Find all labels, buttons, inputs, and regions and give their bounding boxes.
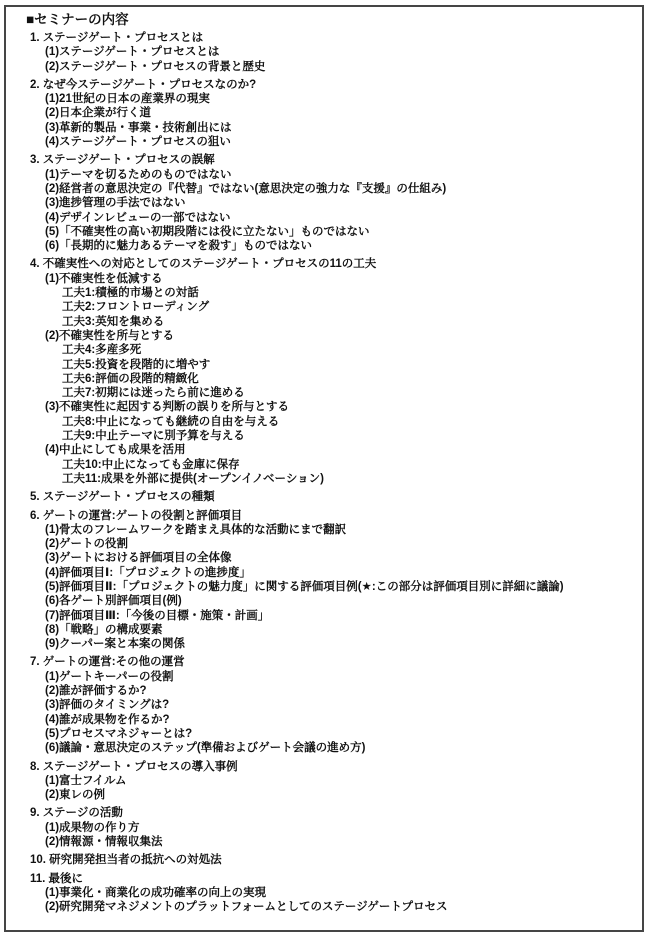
outline-item: (1)テーマを切るためのものではない <box>45 168 232 181</box>
outline-section-8 <box>6 760 634 803</box>
outline-item: (9)クーパー案と本案の関係 <box>45 638 185 651</box>
page-title: ■セミナーの内容 <box>26 12 129 27</box>
outline-section-6 <box>6 509 634 652</box>
outline-item: (1)21世紀の日本の産業界の現実 <box>45 93 210 106</box>
outline-item: (8)「戦略」の構成要素 <box>45 623 163 636</box>
outline-item: (5)プロセスマネジャーとは? <box>45 727 193 740</box>
outline-item: (1)ゲートキーパーの役割 <box>45 670 174 683</box>
outline-item: (4)デザインレビューの一部ではない <box>45 211 231 224</box>
section-heading: 11. 最後に <box>30 872 84 885</box>
outline-detail-item: 工夫3:英知を集める <box>62 315 165 328</box>
section-heading: 3. ステージゲート・プロセスの誤解 <box>30 154 215 167</box>
outline <box>6 31 634 915</box>
outline-detail-item: 工夫7:初期には迷ったら前に進める <box>62 387 245 400</box>
outline-item: (7)評価項目Ⅲ:「今後の目標・施策・計画」 <box>45 609 270 622</box>
outline-section-5 <box>6 490 634 504</box>
outline-item: (2)研究開発マネジメントのプラットフォームとしてのステージゲートプロセス <box>45 901 448 914</box>
outline-item: (5)「不確実性の高い初期段階には役に立たない」ものではない <box>45 225 370 238</box>
outline-item: (2)不確実性を所与とする <box>45 329 175 342</box>
outline-section-9 <box>6 806 634 849</box>
outline-item: (6)「長期的に魅力あるテーマを殺す」ものではない <box>45 240 313 253</box>
page-border-frame <box>4 5 644 932</box>
outline-item: (3)不確実性に起因する判断の誤りを所与とする <box>45 401 290 414</box>
section-heading: 6. ゲートの運営:ゲートの役割と評価項目 <box>30 509 243 522</box>
outline-item: (2)日本企業が行く道 <box>45 107 152 120</box>
outline-section-2 <box>6 78 634 149</box>
outline-section-7 <box>6 655 634 755</box>
outline-item: (1)不確実性を低減する <box>45 272 163 285</box>
outline-item: (3)進捗管理の手法ではない <box>45 197 186 210</box>
outline-detail-item: 工夫9:中止テーマに別予算を与える <box>62 430 245 443</box>
outline-detail-item: 工夫10:中止になっても金庫に保存 <box>62 458 240 471</box>
outline-section-10 <box>6 853 634 867</box>
section-heading: 9. ステージの活動 <box>30 807 123 820</box>
outline-item: (3)評価のタイミングは? <box>45 699 170 712</box>
outline-item: (2)東レの例 <box>45 789 106 802</box>
section-heading: 7. ゲートの運営:その他の運営 <box>30 656 185 669</box>
outline-item: (6)各ゲート別評価項目(例) <box>45 595 182 608</box>
document-content <box>6 7 642 915</box>
outline-detail-item: 工夫5:投資を段階的に増やす <box>62 358 211 371</box>
outline-section-4 <box>6 257 634 486</box>
outline-item: (2)情報源・情報収集法 <box>45 836 163 849</box>
section-heading: 1. ステージゲート・プロセスとは <box>30 32 204 44</box>
outline-item: (2)ゲートの役割 <box>45 538 129 551</box>
outline-section-1 <box>6 31 634 74</box>
outline-item: (2)ステージゲート・プロセスの背景と歴史 <box>45 60 266 73</box>
outline-item: (2)誰が評価するか? <box>45 685 147 698</box>
outline-item: (6)議論・意思決定のステップ(準備およびゲート会議の進め方) <box>45 742 366 755</box>
outline-item: (4)誰が成果物を作るか? <box>45 713 170 726</box>
outline-item: (4)中止にしても成果を活用 <box>45 444 186 457</box>
section-heading: 8. ステージゲート・プロセスの導入事例 <box>30 760 238 773</box>
outline-detail-item: 工夫2:フロントローディング <box>62 301 210 314</box>
outline-section-11 <box>6 872 634 915</box>
outline-detail-item: 工夫8:中止になっても継続の自由を与える <box>62 415 280 428</box>
section-heading: 5. ステージゲート・プロセスの種類 <box>30 491 215 504</box>
outline-item: (3)ゲートにおける評価項目の全体像 <box>45 552 232 565</box>
outline-item: (4)評価項目Ⅰ:「プロジェクトの進捗度」 <box>45 566 251 579</box>
outline-item: (1)骨太のフレームワークを踏まえ具体的な活動にまで翻訳 <box>45 523 347 536</box>
section-heading: 4. 不確実性への対応としてのステージゲート・プロセスの11の工夫 <box>30 258 377 271</box>
outline-detail-item: 工夫4:多産多死 <box>62 344 142 357</box>
outline-item: (1)事業化・商業化の成功確率の向上の実現 <box>45 886 267 899</box>
outline-item: (2)経営者の意思決定の『代替』ではない(意思決定の強力な『支援』の仕組み) <box>45 182 447 195</box>
outline-item: (4)ステージゲート・プロセスの狙い <box>45 136 231 149</box>
outline-item: (5)評価項目Ⅱ:「プロジェクトの魅力度」に関する評価項目例(★:この部分は評価項目別に詳細に議論) <box>45 580 564 593</box>
outline-item: (1)富士フイルム <box>45 774 127 787</box>
outline-section-3 <box>6 153 634 253</box>
outline-detail-item: 工夫1:積極的市場との対話 <box>62 287 199 300</box>
section-heading: 10. 研究開発担当者の抵抗への対処法 <box>30 854 222 867</box>
outline-detail-item: 工夫6:評価の段階的精緻化 <box>62 372 199 385</box>
outline-item: (1)ステージゲート・プロセスとは <box>45 46 220 59</box>
outline-item: (3)革新的製品・事業・技術創出には <box>45 121 232 134</box>
outline-item: (1)成果物の作り方 <box>45 821 140 834</box>
section-heading: 2. なぜ今ステージゲート・プロセスなのか? <box>30 78 257 91</box>
outline-detail-item: 工夫11:成果を外部に提供(オープンイノベーション) <box>62 472 324 485</box>
